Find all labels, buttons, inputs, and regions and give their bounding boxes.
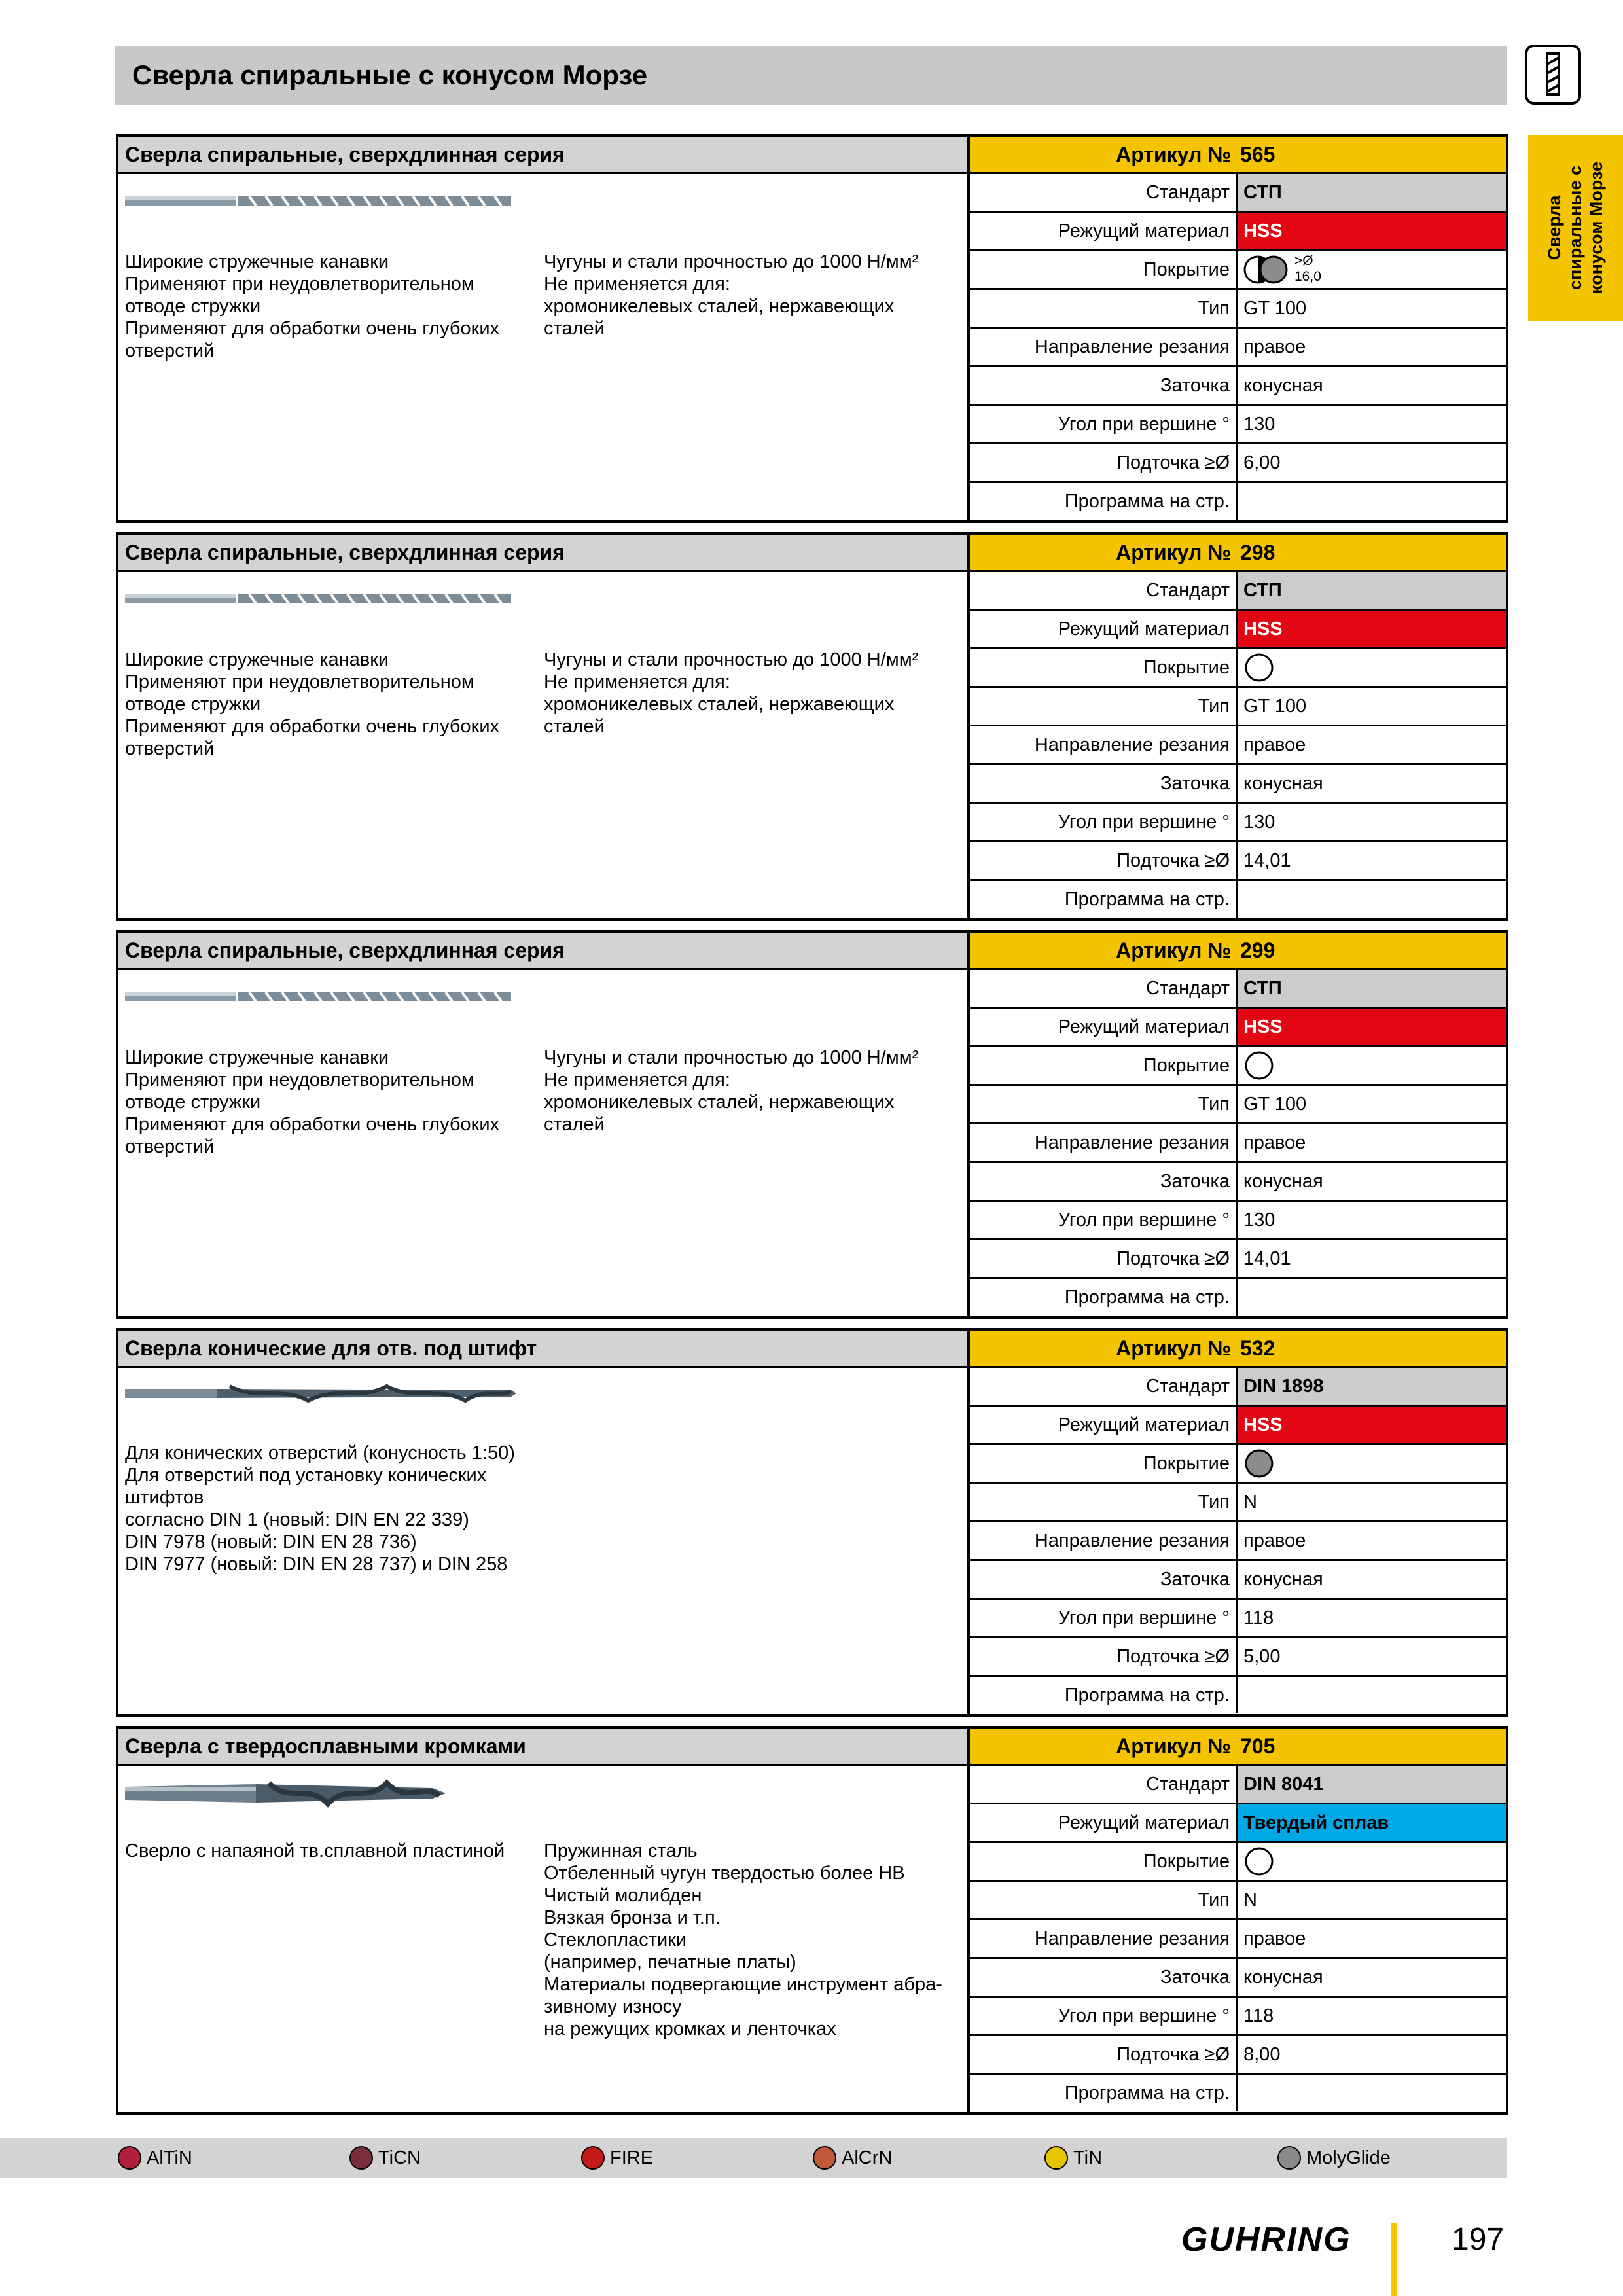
properties-table [970,970,1506,1318]
prop-label: Программа на стр. [970,1279,1238,1316]
prop-label: Тип [970,688,1238,725]
prop-label: Тип [970,290,1238,327]
prop-row-sharpening [970,1561,1506,1600]
prop-label: Подточка ≥Ø [970,444,1238,481]
prop-label: Угол при вершине ° [970,804,1238,840]
prop-row-program [970,483,1506,522]
prop-row-material [970,1009,1506,1047]
article-number: 532 [1240,1336,1275,1360]
prop-value: 5,00 [1243,1646,1281,1667]
legend-label: MolyGlide [1306,2147,1391,2168]
prop-row-direction [970,329,1506,367]
prop-value: 6,00 [1243,452,1281,473]
prop-value: Твердый сплав [1238,1804,1506,1841]
brand-logo: GUHRING [1181,2221,1351,2259]
desc-left: Для конических отверстий (конусность 1:50) Для отверстий под установку конических штифтов согласно DIN 1 (новый: DIN EN 22 339) DIN 7978 (новый: DIN EN 28 736) DIN 7977 (новый: DIN EN 28 737) и DIN 258 [125,1443,515,1575]
prop-value: конусная [1243,1967,1323,1988]
prop-value: 130 [1243,1210,1275,1230]
ticn-coating-icon [349,2146,373,2170]
prop-label: Подточка ≥Ø [970,1240,1238,1277]
prop-row-standard [970,970,1506,1009]
prop-row-material [970,1804,1506,1843]
steam-treated-icon [1243,1446,1277,1480]
prop-value: HSS [1238,213,1506,249]
desc-right: Чугуны и стали прочностью до 1000 Н/мм² Не применяется для: хромоникелевых сталей, нержавеющих сталей [544,251,919,339]
prop-label: Заточка [970,1561,1238,1598]
prop-value: правое [1243,1928,1306,1949]
prop-row-type [970,1086,1506,1124]
prop-label: Направление резания [970,1920,1238,1957]
prop-value: конусная [1243,773,1323,794]
prop-value: DIN 1898 [1238,1368,1506,1405]
article-number: 565 [1240,143,1275,166]
prop-row-thinning [970,1638,1506,1677]
article-number: 705 [1240,1734,1275,1758]
coating-note-bottom: 16,0 [1294,269,1321,284]
prop-label: Тип [970,1484,1238,1520]
prop-value: СТП [1238,970,1506,1007]
prop-row-direction [970,726,1506,765]
prop-label: Стандарт [970,572,1238,609]
prop-label: Заточка [970,1163,1238,1200]
legend-label: AlCrN [842,2147,893,2168]
prop-value [1238,1279,1506,1316]
prop-label: Заточка [970,1959,1238,1996]
desc-left: Широкие стружечные канавки Применяют при неудовлетворительном отводе стружки Применяют для обработки очень глубоких отверстий [125,1047,500,1157]
prop-value: правое [1243,1530,1306,1551]
prop-label: Направление резания [970,1522,1238,1559]
prop-label: Направление резания [970,1124,1238,1161]
drill-image [125,586,518,613]
prop-value: GT 100 [1243,298,1307,319]
alcrn-coating-icon [813,2146,836,2170]
article-label: Артикул № [1116,1734,1231,1758]
footer-accent-bar [1391,2223,1397,2296]
prop-row-material [970,213,1506,251]
product-section-298 [116,532,1508,921]
section-title: Сверла спиральные, сверхдлинная серия [118,535,968,572]
prop-value: HSS [1238,1009,1506,1045]
prop-label: Покрытие [970,649,1238,686]
prop-label: Режущий материал [970,1407,1238,1443]
prop-label: Угол при вершине ° [970,1202,1238,1238]
drill-bit-icon [1525,45,1581,105]
prop-row-coating [970,649,1506,688]
prop-row-type [970,1882,1506,1920]
altin-coating-icon [118,2146,141,2170]
prop-label: Покрытие [970,1047,1238,1084]
article-header [970,137,1506,174]
prop-row-angle [970,406,1506,444]
article-label: Артикул № [1116,939,1231,962]
prop-row-standard [970,1368,1506,1407]
section-title: Сверла с твердосплавными кромками [118,1729,968,1766]
prop-row-standard [970,174,1506,213]
prop-value: DIN 8041 [1238,1766,1506,1803]
prop-row-thinning [970,2036,1506,2075]
product-description [118,174,967,520]
legend-label: AlTiN [147,2147,192,2168]
prop-row-angle [970,804,1506,842]
prop-label: Покрытие [970,1445,1238,1482]
prop-value: конусная [1243,1569,1323,1590]
prop-label: Заточка [970,765,1238,802]
prop-label: Стандарт [970,970,1238,1007]
prop-label: Режущий материал [970,1009,1238,1045]
side-category-tab[interactable] [1528,135,1623,321]
coating-note-top: >Ø [1294,253,1313,268]
desc-left: Сверло с напаяной тв.сплавной пластиной [125,1840,505,1861]
prop-label: Угол при вершине ° [970,1600,1238,1636]
product-description [118,572,967,918]
prop-label: Тип [970,1086,1238,1122]
prop-row-program [970,1677,1506,1715]
prop-row-sharpening [970,367,1506,406]
section-title: Сверла конические для отв. под штифт [118,1331,968,1368]
prop-row-angle [970,1202,1506,1240]
article-header [970,535,1506,572]
article-label: Артикул № [1116,541,1231,564]
prop-value: HSS [1238,1407,1506,1443]
prop-row-standard [970,1766,1506,1804]
prop-row-coating [970,1843,1506,1882]
article-number: 298 [1240,541,1275,564]
prop-label: Угол при вершине ° [970,1998,1238,2034]
prop-row-material [970,1407,1506,1445]
carbide-tipped-drill-image [125,1774,452,1813]
prop-row-coating [970,251,1506,290]
prop-label: Стандарт [970,1766,1238,1803]
prop-value: HSS [1238,611,1506,647]
prop-value: СТП [1238,174,1506,211]
prop-row-program [970,881,1506,920]
prop-row-program [970,2075,1506,2113]
legend-label: FIRE [610,2147,654,2168]
product-section-299 [116,930,1508,1319]
prop-label: Покрытие [970,251,1238,288]
prop-value: правое [1243,734,1306,755]
prop-row-program [970,1279,1506,1318]
prop-label: Режущий материал [970,611,1238,647]
prop-label: Режущий материал [970,1804,1238,1841]
product-section-565 [116,134,1508,523]
desc-left: Широкие стружечные канавки Применяют при неудовлетворительном отводе стружки Применяют для обработки очень глубоких отверстий [125,649,500,759]
prop-label: Программа на стр. [970,881,1238,918]
desc-right: Пружинная сталь Отбеленный чугун твердостью более HB Чистый молибден Вязкая бронза и т.п. Стеклопластики (например, печатные платы) Материалы подвергающие инструмент абра- зивному износу на режущих кромках и ленточках [544,1840,942,2039]
prop-row-type [970,688,1506,726]
prop-label: Направление резания [970,329,1238,365]
product-section-705 [116,1726,1508,2115]
prop-value [1238,483,1506,520]
prop-value [1238,649,1506,686]
uncoated-icon [1243,1049,1277,1083]
prop-row-coating [970,1445,1506,1484]
prop-label: Стандарт [970,174,1238,211]
prop-row-thinning [970,1240,1506,1279]
prop-value [1238,251,1506,288]
prop-row-angle [970,1600,1506,1638]
desc-right: Чугуны и стали прочностью до 1000 Н/мм² Не применяется для: хромоникелевых сталей, нержавеющих сталей [544,649,919,737]
coating-combo-icon [1243,253,1291,287]
article-number: 299 [1240,939,1275,962]
section-title: Сверла спиральные, сверхдлинная серия [118,137,968,174]
side-tab-label: Сверла спиральные с конусом Морзе [1544,161,1606,295]
fire-coating-icon [581,2146,605,2170]
desc-right: Чугуны и стали прочностью до 1000 Н/мм² Не применяется для: хромоникелевых сталей, нержавеющих сталей [544,1047,919,1135]
prop-value: 118 [1243,2005,1274,2026]
prop-value: 130 [1243,812,1275,833]
prop-value: N [1243,1890,1257,1910]
prop-row-direction [970,1920,1506,1959]
desc-left: Широкие стружечные канавки Применяют при неудовлетворительном отводе стружки Применяют для обработки очень глубоких отверстий [125,251,500,361]
prop-value: 8,00 [1243,2044,1281,2065]
product-description [118,1368,967,1714]
prop-value: 130 [1243,414,1275,435]
page-title: Сверла спиральные с конусом Морзе [115,46,1507,105]
legend-label: TiCN [378,2147,421,2168]
prop-value [1238,1677,1506,1713]
prop-label: Стандарт [970,1368,1238,1405]
prop-row-coating [970,1047,1506,1086]
taper-drill-image [125,1378,518,1408]
molyglide-coating-icon [1277,2146,1301,2170]
properties-table [970,1766,1506,2113]
prop-label: Направление резания [970,726,1238,763]
prop-label: Режущий материал [970,213,1238,249]
article-label: Артикул № [1116,143,1231,166]
prop-row-type [970,1484,1506,1522]
prop-value: СТП [1238,572,1506,609]
prop-value: GT 100 [1243,696,1307,717]
prop-value: 14,01 [1243,850,1291,871]
prop-row-thinning [970,842,1506,881]
article-header [970,1729,1506,1766]
tin-coating-icon [1044,2146,1068,2170]
properties-table [970,1368,1506,1715]
prop-row-direction [970,1124,1506,1163]
prop-value: GT 100 [1243,1094,1307,1115]
prop-value [1238,1047,1506,1084]
uncoated-icon [1243,651,1277,685]
prop-label: Подточка ≥Ø [970,842,1238,879]
prop-label: Программа на стр. [970,483,1238,520]
prop-label: Заточка [970,367,1238,404]
prop-row-sharpening [970,1959,1506,1998]
prop-label: Тип [970,1882,1238,1918]
prop-value: правое [1243,1132,1306,1153]
prop-label: Подточка ≥Ø [970,2036,1238,2073]
article-header [970,1331,1506,1368]
prop-value: N [1243,1492,1257,1513]
prop-value: конусная [1243,1171,1323,1192]
prop-value: 118 [1243,1607,1274,1628]
section-title: Сверла спиральные, сверхдлинная серия [118,933,968,970]
drill-image [125,984,518,1011]
prop-label: Угол при вершине ° [970,406,1238,442]
prop-row-type [970,290,1506,329]
prop-row-angle [970,1998,1506,2036]
prop-row-sharpening [970,1163,1506,1202]
prop-value [1238,881,1506,918]
drill-image [125,188,518,215]
prop-value [1238,2075,1506,2111]
uncoated-icon [1243,1844,1277,1878]
prop-value [1238,1843,1506,1880]
prop-label: Покрытие [970,1843,1238,1880]
product-section-532 [116,1328,1508,1717]
prop-label: Подточка ≥Ø [970,1638,1238,1675]
page-number: 197 [1452,2222,1505,2257]
prop-value: 14,01 [1243,1248,1291,1269]
article-label: Артикул № [1116,1336,1231,1360]
prop-value: правое [1243,336,1306,357]
article-header [970,933,1506,970]
prop-value: конусная [1243,375,1323,396]
prop-row-direction [970,1522,1506,1561]
prop-row-standard [970,572,1506,611]
properties-table [970,572,1506,920]
prop-row-sharpening [970,765,1506,804]
prop-row-material [970,611,1506,649]
prop-row-thinning [970,444,1506,483]
prop-label: Программа на стр. [970,1677,1238,1713]
coating-legend [0,2138,1507,2178]
prop-label: Программа на стр. [970,2075,1238,2111]
legend-label: TiN [1073,2147,1103,2168]
product-description [118,1766,967,2112]
properties-table [970,174,1506,522]
prop-value [1238,1445,1506,1482]
product-description [118,970,967,1316]
